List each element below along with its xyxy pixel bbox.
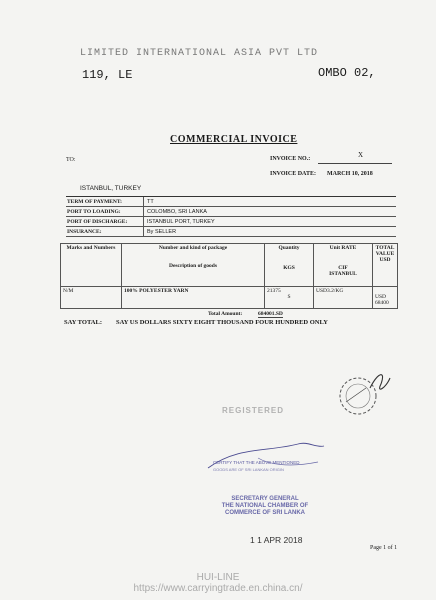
marks-header: Marks and Numbers bbox=[61, 244, 122, 287]
terms-row bbox=[66, 197, 396, 207]
consignee-city: ISTANBUL, TURKEY bbox=[80, 185, 142, 192]
unit-rate-cif: CIF bbox=[338, 265, 348, 271]
origin-stamp-line-2: GOODS ARE OF SRI LANKAN ORIGIN bbox=[213, 467, 284, 472]
chamber-stamp bbox=[200, 496, 330, 517]
goods-quantity-value: 21375 bbox=[267, 288, 281, 294]
to-label: TO: bbox=[66, 157, 76, 163]
terms-row bbox=[66, 217, 396, 227]
terms-label: PORT TO LOADING: bbox=[66, 207, 144, 216]
letterhead-address-right: OMBO 02, bbox=[318, 66, 376, 80]
terms-label: TERM OF PAYMENT: bbox=[66, 197, 144, 206]
invoice-no-label: INVOICE NO.: bbox=[270, 156, 311, 162]
goods-header-row bbox=[61, 244, 398, 287]
say-total-label: SAY TOTAL: bbox=[64, 319, 102, 326]
goods-table bbox=[60, 243, 398, 309]
date-stamp: 1 1 APR 2018 bbox=[250, 535, 303, 545]
goods-total-value bbox=[373, 287, 398, 309]
invoice-date bbox=[270, 171, 373, 177]
total-amount-value: 684001.SD bbox=[258, 311, 283, 317]
terms-table bbox=[66, 196, 396, 237]
invoice-date-label: INVOICE DATE: bbox=[270, 171, 316, 177]
terms-value: TT bbox=[147, 198, 154, 205]
terms-value: COLOMBO, SRI LANKA bbox=[147, 208, 207, 215]
total-value-header bbox=[373, 244, 398, 287]
watermark-url: https://www.carryingtrade.en.china.cn/ bbox=[133, 583, 303, 594]
chamber-stamp-line-2: THE NATIONAL CHAMBER OF bbox=[221, 503, 309, 509]
package-header-label: Number and kind of package bbox=[158, 245, 228, 251]
document-title: COMMERCIAL INVOICE bbox=[170, 134, 298, 145]
unit-rate-istanbul: ISTANBUL bbox=[329, 271, 357, 277]
chamber-stamp-line-3: COMMERCE OF SRI LANKA bbox=[225, 510, 305, 516]
terms-label: PORT OF DISCHARGE: bbox=[66, 217, 144, 226]
terms-value: ISTANBUL PORT, TURKEY bbox=[147, 218, 215, 225]
invoice-date-value: MARCH 10, 2018 bbox=[326, 171, 373, 177]
goods-quantity bbox=[265, 287, 314, 309]
letterhead-address-left: 119, LE bbox=[82, 68, 133, 82]
total-amount-label: Total Amount: bbox=[208, 311, 243, 317]
goods-quantity-sub: S bbox=[287, 294, 291, 300]
unit-rate-label: Unit RATE bbox=[329, 245, 357, 251]
registered-stamp: REGISTERED bbox=[222, 406, 285, 415]
chamber-stamp-line-1: SECRETARY GENERAL bbox=[231, 496, 299, 502]
goods-marks: N/M bbox=[61, 287, 122, 309]
chamber-signature-icon bbox=[198, 438, 338, 478]
goods-row bbox=[61, 287, 398, 309]
terms-value: By SELLER bbox=[147, 228, 177, 235]
terms-row bbox=[66, 207, 396, 217]
unit-rate-header bbox=[314, 244, 373, 287]
invoice-no-value: X bbox=[358, 151, 364, 159]
say-total-value: SAY US DOLLARS SIXTY EIGHT THOUSAND FOUR HUNDRED ONLY bbox=[116, 319, 328, 326]
terms-row bbox=[66, 227, 396, 237]
goods-unit-rate: USD3.2/KG bbox=[314, 287, 373, 309]
total-value-label: TOTAL VALUE bbox=[375, 245, 395, 257]
quantity-unit-label: KGS bbox=[283, 265, 295, 271]
terms-label: INSURANCE: bbox=[66, 227, 144, 236]
page-number: Page 1 of 1 bbox=[370, 545, 398, 551]
origin-stamp-line-1: CERTIFY THAT THE ABOVE MENTIONED bbox=[213, 460, 300, 465]
package-header bbox=[122, 244, 265, 287]
description-header-label: Description of goods bbox=[169, 263, 217, 269]
quantity-header-label: Quantity bbox=[278, 245, 300, 251]
goods-total-value-amount: USD 68400 bbox=[375, 294, 389, 306]
watermark bbox=[0, 572, 436, 594]
watermark-brand: HUI-LINE bbox=[196, 572, 240, 583]
goods-description: 100% POLYESTER YARN bbox=[122, 287, 265, 309]
letterhead-company-name: LIMITED INTERNATIONAL ASIA PVT LTD bbox=[80, 48, 319, 59]
quantity-header bbox=[265, 244, 314, 287]
signature-stamp-icon bbox=[326, 358, 396, 428]
total-value-unit: USD bbox=[379, 257, 391, 263]
invoice-no-underline bbox=[318, 163, 392, 164]
